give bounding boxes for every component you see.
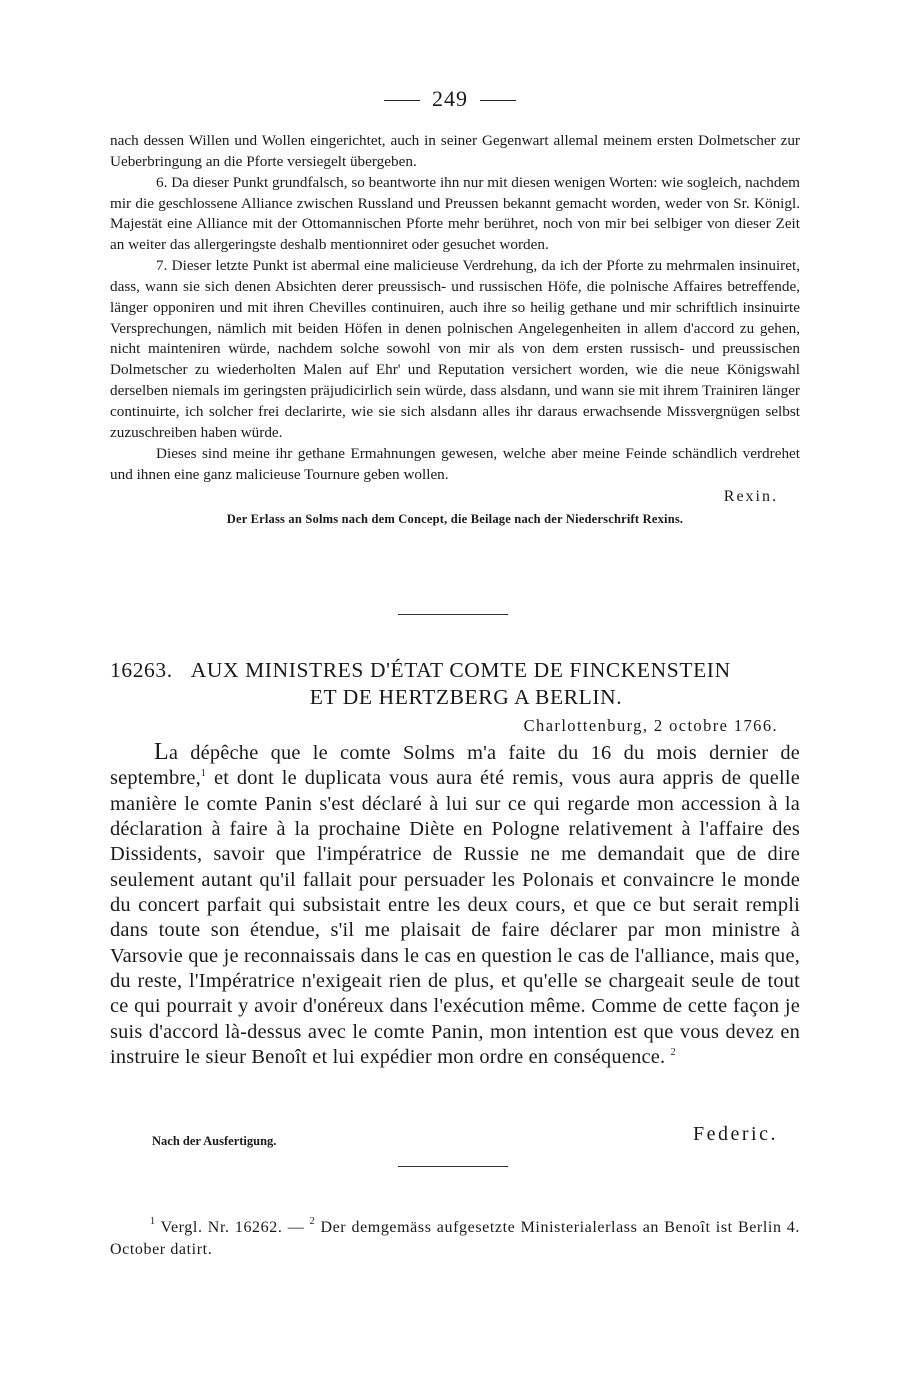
document-heading — [110, 657, 802, 711]
footnote-mark-1: 1 — [150, 1216, 156, 1227]
place: Charlottenburg — [523, 716, 643, 735]
footnotes — [110, 1217, 800, 1261]
paragraph-point-7: 7. Dieser letzte Punkt ist abermal eine malicieuse Verdrehung, da ich der Pforte zu mehrmalen insinuiret, dass, wann sie sich denen Absichten derer preussisch- und russischen Höfe, die polnische Affaires betreffende, länger opponiren und mit ihren Chevilles continuiren, auch ihre so heilig gethane und mir schriftlich insinuirte Versprechungen, nämlich mit beiden Höfen in denen polnischen Angelegenheiten in allem d'accord zu gehen, nicht mainteniren würde, nachdem solche sowohl von mir als von dem ersten russisch- und preussischen Dolmetscher zu wiederholten Malen auf Ehr' und Reputation versichert worden, wie die neue Königswahl derselben niemals im geringsten präjudicirlich sein würde, dass alsdann, und wann sie mit ihrem Trainiren länger continuirte, ich solcher frei declarirte, wie sie sich alsdann alles ihr daraus erwachsende Missvergnügen selbst zuzuschreiben haben würde. — [110, 257, 800, 441]
footnote-2: Der demgemäss aufgesetzte Ministerialerlass an Benoît ist Berlin 4. October datirt. — [110, 1219, 800, 1258]
page-header — [0, 86, 900, 112]
continuation-text — [110, 131, 800, 530]
section-divider — [398, 614, 508, 615]
header-dash-left — [384, 100, 420, 101]
heading-line-1: AUX MINISTRES D'ÉTAT COMTE DE FINCKENSTEIN — [190, 658, 731, 682]
heading-line-2: ET DE HERTZBERG A BERLIN. — [309, 685, 623, 709]
paragraph-point-6: 6. Da dieser Punkt grundfalsch, so beantworte ihn nur mit diesen wenigen Worten: wie sogleich, nachdem mir die geschlossene Alliance zwischen Russland und Preussen bekannt gemacht worden, weder von Sr. Königl. Majestät eine Alliance mit der Ottomannischen Pforte mehr berühret, noch von mir bei selbiger von dieser Zeit an weiter das allergeringste deshalb mentionniret oder gesuchet worden. — [110, 173, 800, 254]
signature-federic: Federic. — [693, 1123, 778, 1145]
letter-closing — [0, 1123, 900, 1153]
initial-letter: L — [154, 739, 169, 765]
footnote-1: Vergl. Nr. 16262. — — [155, 1219, 310, 1236]
footnote-ref-1: 1 — [200, 768, 207, 780]
source-note-rexin: Der Erlass an Solms nach dem Concept, die Beilage nach der Niederschrift Rexins. — [226, 512, 684, 527]
footnote-mark-2: 2 — [309, 1216, 316, 1227]
letter-paragraph — [110, 740, 800, 1070]
letter-body — [110, 740, 800, 1070]
dateline — [524, 716, 778, 736]
signature-rexin: Rexin. — [723, 488, 778, 506]
document-number: 16263. — [110, 658, 173, 682]
paragraph-closing: Dieses sind meine ihr gethane Ermahnungen gewesen, welche aber meine Feinde schändlich verdrehet und ihnen eine ganz malicieuse Tournure geben wollen. — [110, 444, 800, 483]
footnote-divider — [398, 1166, 508, 1167]
letter-text-b: et dont le duplicata vous aura été remis, vous aura appris de quelle manière le comte Panin s'est déclaré à lui sur ce qui regarde mon accession à la déclaration à faire à la prochaine Diète en Pologne relativement à l'affaire des Dissidents, savoir que l'impératrice de Russie ne me demandait que de dire seulement autant qu'il fallait pour persuader les Polonais et convaincre le monde du concert parfait qui subsistait entre les deux cours, et que ce but serait rempli dans toute son étendue, s'il me plaisait de faire déclarer par mon ministre à Varsovie que je reconnaissais dans le cas en question le cas de l'alliance, mais que, du reste, l'Impératrice n'exigeait rien de plus, et qu'elle se chargeait seule de tout ce qui pourrait y avoir d'onéreux dans l'exécution même. Comme de cette façon je suis d'accord là-dessus avec le comte Panin, mon intention est que vous devez en instruire le sieur Benoît et lui expédier mon ordre en conséquence. — [110, 767, 800, 1069]
footnote-ref-2: 2 — [670, 1047, 676, 1059]
source-note-ausfertigung: Nach der Ausfertigung. — [152, 1134, 277, 1148]
date: , 2 octobre 1766. — [642, 716, 778, 735]
page-number: 249 — [432, 86, 468, 111]
header-dash-right — [480, 100, 516, 101]
footnote-line — [110, 1217, 800, 1261]
paragraph-continued: nach dessen Willen und Wollen eingerichtet, auch in seiner Gegenwart allemal meinem ersten Dolmetscher zur Ueberbringung an die Pforte versiegelt übergeben. — [110, 132, 800, 170]
letter-text-a: a dépêche que le comte Solms m'a faite du 16 du mois dernier de septembre, — [110, 742, 800, 790]
